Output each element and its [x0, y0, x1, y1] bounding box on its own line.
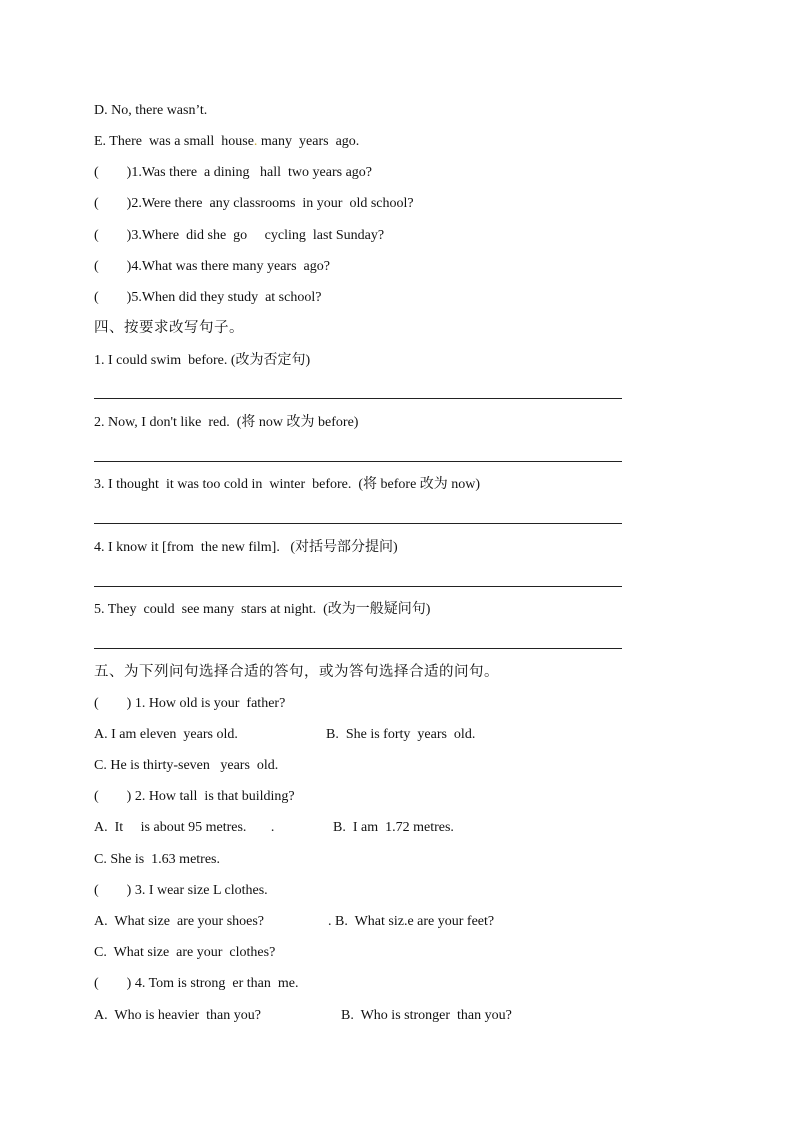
option-d: D. No, there wasn’t. — [94, 103, 208, 118]
question-1: ( ) 1. How old is your father? — [94, 696, 286, 711]
question-4: ( ) 4. Tom is strong er than me. — [94, 976, 299, 991]
option-e-after: many years ago. — [257, 134, 360, 149]
option-e-before: E. There was a small house — [94, 134, 254, 149]
question-3: ( ) 3. I wear size L clothes. — [94, 883, 268, 898]
q3-option-a: A. What size are your shoes? — [94, 914, 265, 929]
q2-option-a: A. It is about 95 metres. . — [94, 820, 275, 835]
answer-line-5 — [94, 648, 622, 649]
q4-option-a: A. Who is heavier than you? — [94, 1008, 261, 1023]
q1-option-c: C. He is thirty-seven years old. — [94, 758, 279, 773]
answer-line-3 — [94, 523, 622, 524]
q3-option-b: . B. What siz.e are your feet? — [328, 914, 495, 929]
match-item-5: ( )5.When did they study at school? — [94, 290, 322, 305]
rewrite-item-1: 1. I could swim before. (改为否定句) — [94, 353, 311, 368]
answer-line-4 — [94, 586, 622, 587]
q1-option-a: A. I am eleven years old. — [94, 727, 238, 742]
q2-option-b: B. I am 1.72 metres. — [333, 820, 454, 835]
question-2: ( ) 2. How tall is that building? — [94, 789, 295, 804]
match-item-3: ( )3.Where did she go cycling last Sunday? — [94, 228, 385, 243]
rewrite-item-3: 3. I thought it was too cold in winter before. (将 before 改为 now) — [94, 477, 481, 492]
q1-option-b: B. She is forty years old. — [326, 727, 476, 742]
match-item-4: ( )4.What was there many years ago? — [94, 259, 330, 274]
match-item-1: ( )1.Was there a dining hall two years ago? — [94, 165, 373, 180]
rewrite-item-4: 4. I know it [from the new film]. (对括号部分提问) — [94, 540, 398, 555]
match-item-2: ( )2.Were there any classrooms in your old school? — [94, 196, 414, 211]
q2-option-c: C. She is 1.63 metres. — [94, 852, 220, 867]
section-4-heading: 四、按要求改写句子。 — [94, 320, 244, 336]
section-5-heading: 五、为下列问句选择合适的答句，或为答句选择合适的问句。 — [94, 664, 499, 680]
rewrite-item-2: 2. Now, I don't like red. (将 now 改为 before) — [94, 415, 359, 430]
answer-line-1 — [94, 398, 622, 399]
q3-option-c: C. What size are your clothes? — [94, 945, 276, 960]
q4-option-b: B. Who is stronger than you? — [341, 1008, 512, 1023]
option-e — [94, 133, 359, 151]
option-e-dot: . — [253, 134, 258, 149]
rewrite-item-5: 5. They could see many stars at night. (改为一般疑问句) — [94, 602, 431, 617]
answer-line-2 — [94, 461, 622, 462]
